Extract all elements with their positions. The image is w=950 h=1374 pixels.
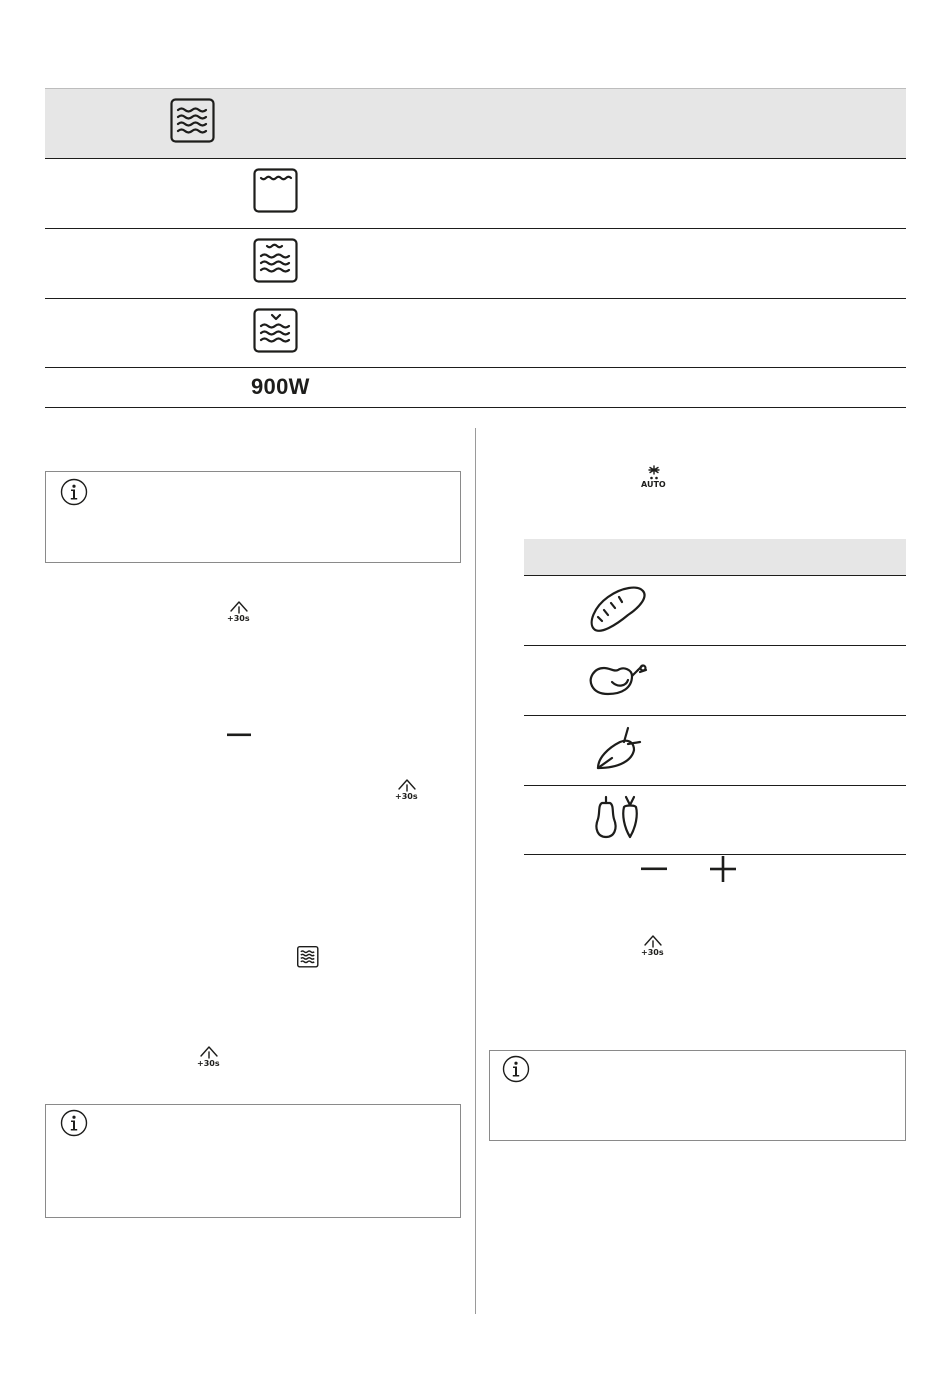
- mode-table-rule: [45, 88, 906, 89]
- mode-table-rule: [45, 228, 906, 229]
- start-plus30s-icon: [226, 600, 252, 630]
- plus-icon: [710, 856, 736, 882]
- food-table-rule: [524, 645, 906, 646]
- food-table-rule: [524, 575, 906, 576]
- info-icon: [502, 1055, 530, 1083]
- food-table-rule: [524, 854, 906, 855]
- poultry-icon: [588, 660, 650, 698]
- plus30s-label: +30s: [641, 948, 664, 957]
- mode-table-rule: [45, 407, 906, 408]
- info-box: [489, 1050, 906, 1141]
- info-box: [45, 1104, 461, 1218]
- food-table-rule: [524, 785, 906, 786]
- column-divider: [475, 428, 476, 1314]
- fish-icon: [594, 724, 644, 774]
- auto-label: AUTO: [641, 480, 666, 489]
- vegetables-icon: [594, 793, 644, 843]
- mode-table-rule: [45, 298, 906, 299]
- minus-icon: [641, 867, 667, 871]
- microwave-defrost-icon: [253, 308, 299, 354]
- info-icon: [60, 478, 88, 506]
- mode-table-rule: [45, 158, 906, 159]
- start-plus30s-icon: [640, 934, 666, 964]
- bread-icon: [588, 585, 650, 635]
- food-table-rule: [524, 715, 906, 716]
- auto-defrost-icon: [640, 465, 668, 491]
- start-plus30s-icon: [196, 1045, 222, 1075]
- microwave-mode-icon: [297, 946, 319, 968]
- microwave-mode-icon: [170, 98, 216, 144]
- info-box: [45, 471, 461, 563]
- mode-table-rule: [45, 367, 906, 368]
- microwave-combi-icon: [253, 238, 299, 284]
- plus30s-label: +30s: [227, 614, 250, 623]
- start-plus30s-icon: [394, 778, 420, 808]
- minus-icon: [227, 733, 251, 737]
- plus30s-label: +30s: [395, 792, 418, 801]
- food-table-header: [524, 539, 906, 575]
- info-icon: [60, 1109, 88, 1137]
- plus30s-label: +30s: [197, 1059, 220, 1068]
- power-value: 900W: [251, 374, 310, 399]
- oven-heating-icon: [253, 168, 299, 214]
